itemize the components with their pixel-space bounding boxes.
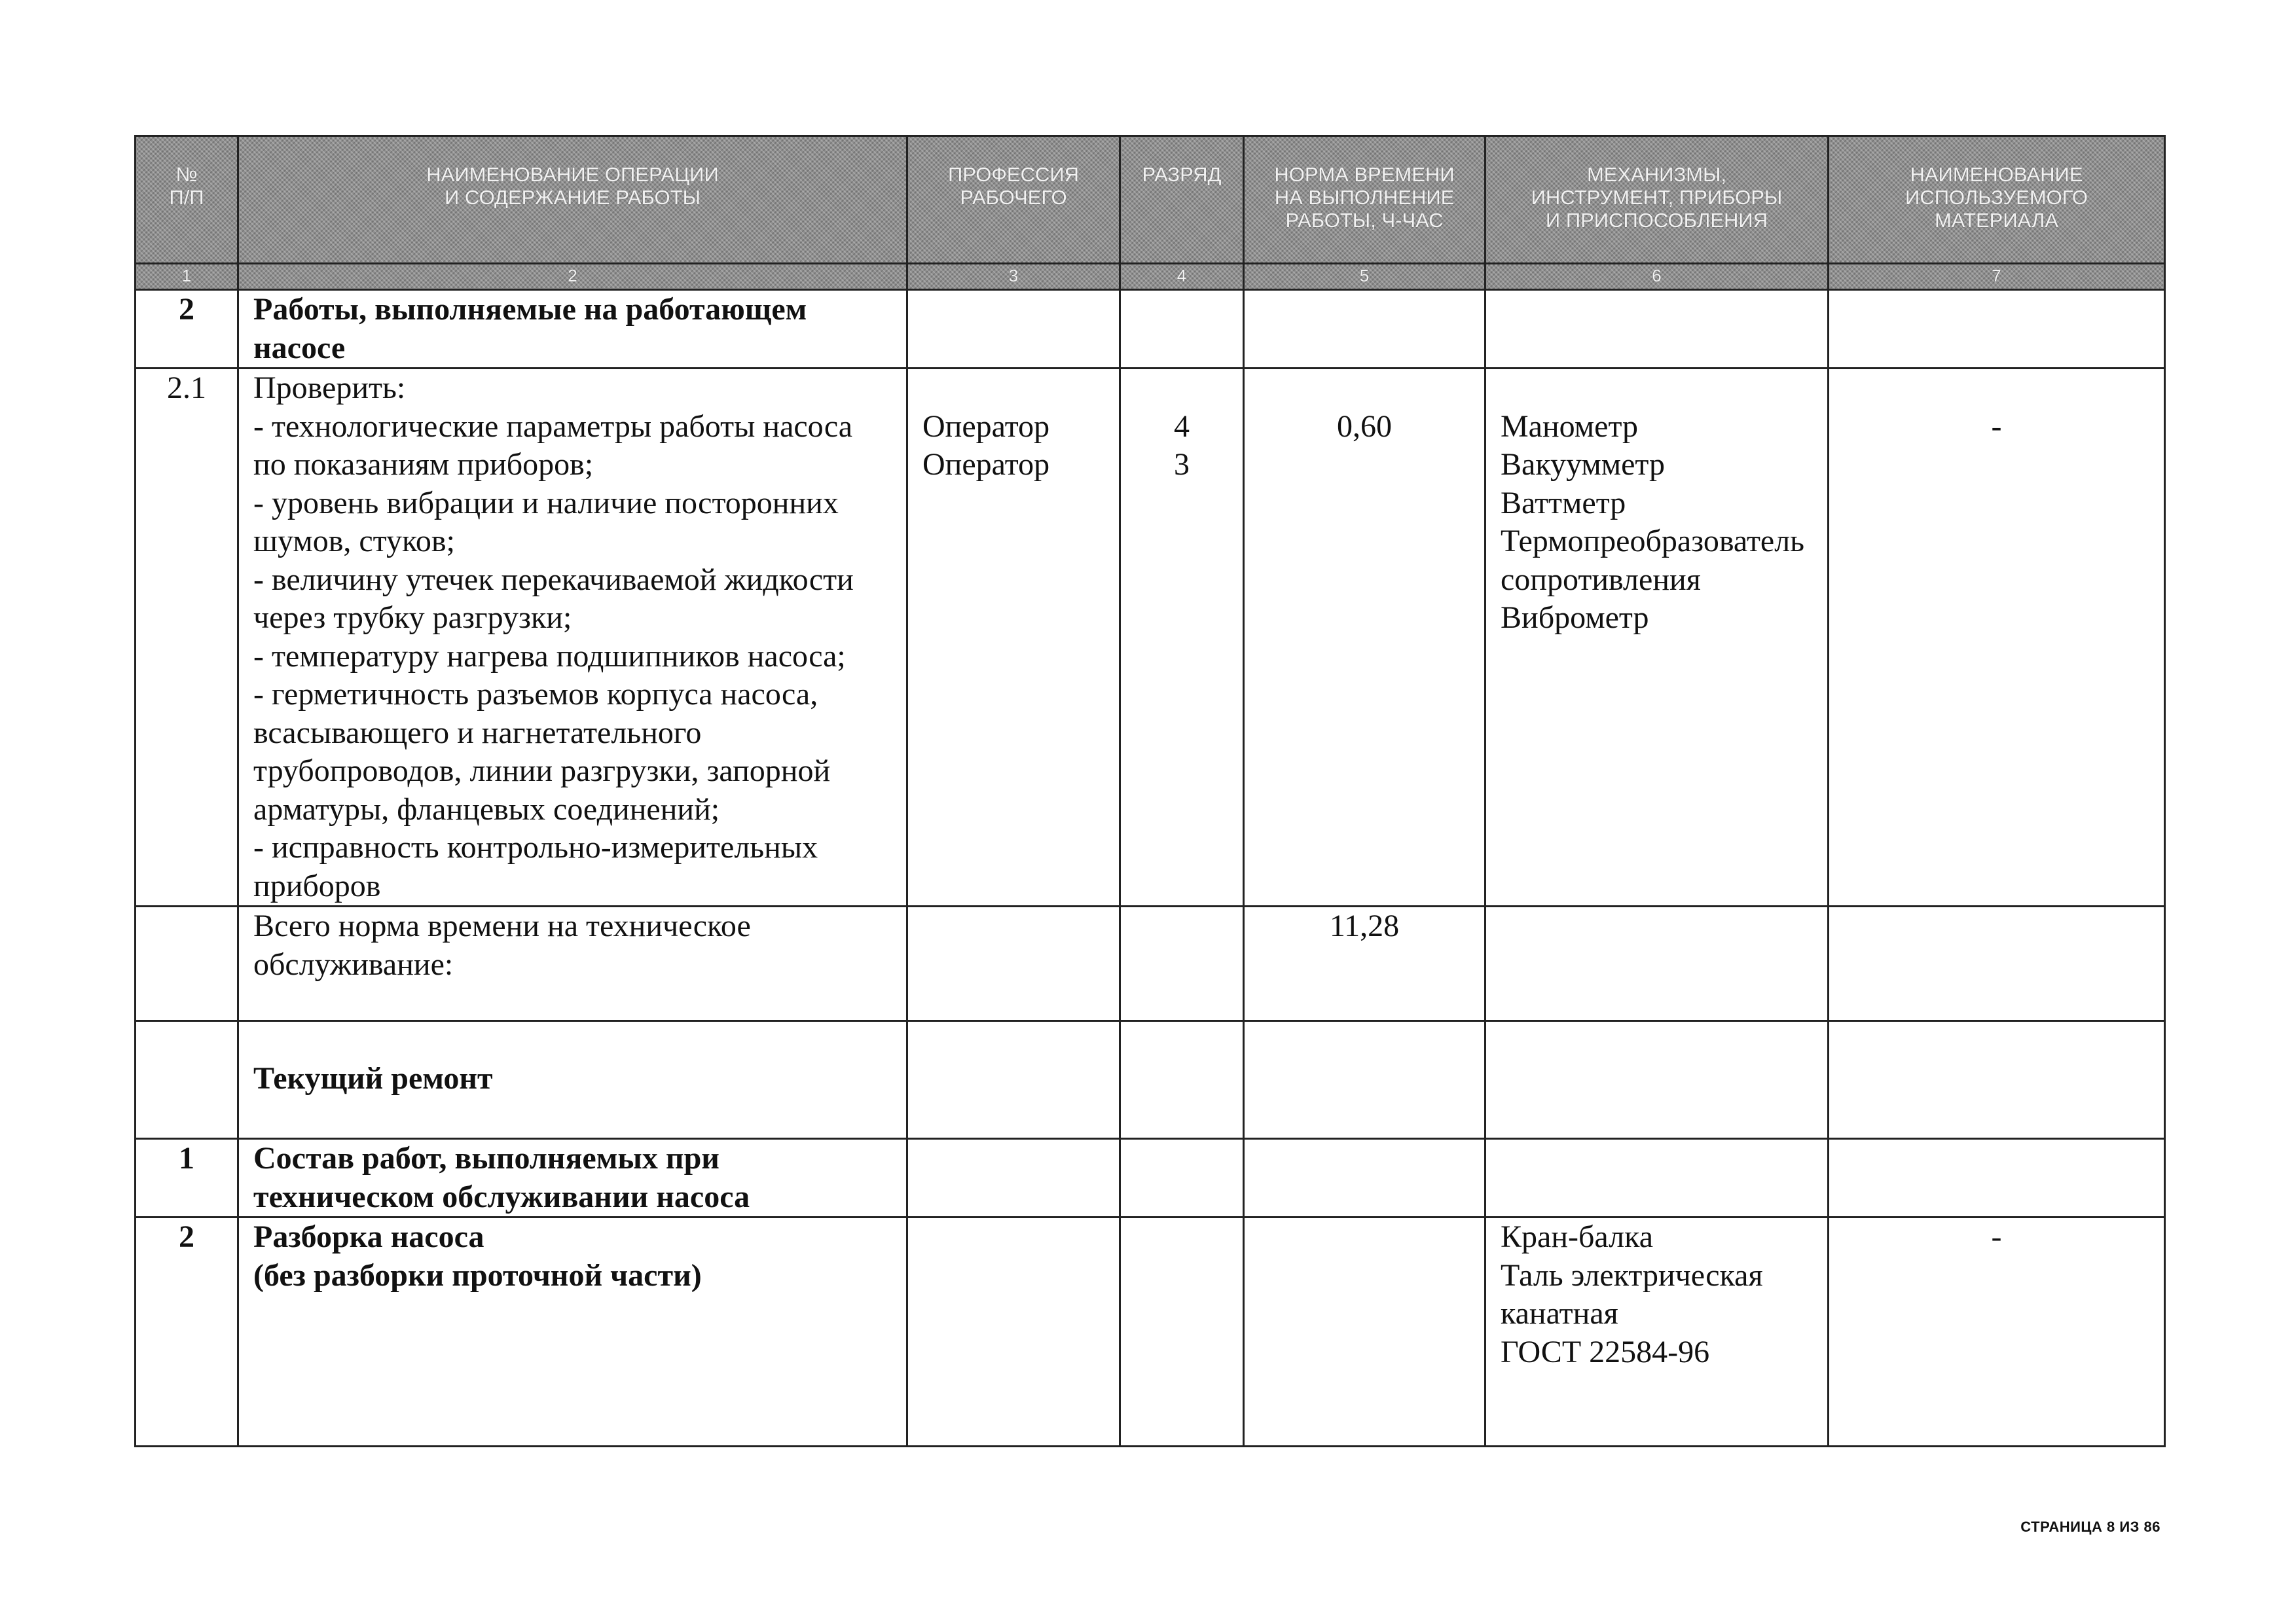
row-profession (907, 290, 1120, 369)
row-tools (1485, 290, 1829, 369)
row-material (1829, 1139, 2165, 1218)
row-time-norm (1244, 1139, 1485, 1218)
row-number: 2 (136, 290, 238, 369)
operations-table (134, 135, 2166, 1447)
header-col-profession: ПРОФЕССИЯ РАБОЧЕГО (907, 136, 1120, 264)
row-profession (907, 1139, 1120, 1218)
row-time-norm (1244, 1218, 1485, 1447)
header-col-operation: НАИМЕНОВАНИЕ ОПЕРАЦИИ И СОДЕРЖАНИЕ РАБОТЫ (238, 136, 907, 264)
row-material: - (1829, 369, 2165, 907)
row-grade (1120, 1218, 1244, 1447)
row-grade (1120, 1139, 1244, 1218)
column-number: 7 (1829, 264, 2165, 290)
row-operation: Всего норма времени на техническое обслуживание: (238, 907, 907, 1021)
row-material (1829, 1021, 2165, 1139)
row-tools (1485, 1139, 1829, 1218)
table-row (136, 1139, 2165, 1218)
header-col-material: НАИМЕНОВАНИЕ ИСПОЛЬЗУЕМОГО МАТЕРИАЛА (1829, 136, 2165, 264)
row-operation: Работы, выполняемые на работающем насосе (238, 290, 907, 369)
row-grade (1120, 907, 1244, 1021)
row-profession (907, 907, 1120, 1021)
row-number (136, 1021, 238, 1139)
table-row (136, 1021, 2165, 1139)
table-row (136, 369, 2165, 907)
row-tools: Манометр Вакуумметр Ваттметр Термопреобразователь сопротивления Виброметр (1485, 369, 1829, 907)
row-time-norm: 11,28 (1244, 907, 1485, 1021)
row-grade (1120, 1021, 1244, 1139)
header-col-time-norm: НОРМА ВРЕМЕНИ НА ВЫПОЛНЕНИЕ РАБОТЫ, Ч-ЧАС (1244, 136, 1485, 264)
row-number: 2.1 (136, 369, 238, 907)
row-operation: Текущий ремонт (238, 1021, 907, 1139)
header-col-tools: МЕХАНИЗМЫ, ИНСТРУМЕНТ, ПРИБОРЫ И ПРИСПОСОБЛЕНИЯ (1485, 136, 1829, 264)
header-col-number: № П/П (136, 136, 238, 264)
row-profession: Оператор Оператор (907, 369, 1120, 907)
column-number: 3 (907, 264, 1120, 290)
row-time-norm: 0,60 (1244, 369, 1485, 907)
row-time-norm (1244, 1021, 1485, 1139)
page-number-label: СТРАНИЦА 8 ИЗ 86 (2020, 1519, 2160, 1535)
column-number: 2 (238, 264, 907, 290)
row-time-norm (1244, 290, 1485, 369)
row-material (1829, 907, 2165, 1021)
row-profession (907, 1021, 1120, 1139)
header-col-grade: РАЗРЯД (1120, 136, 1244, 264)
column-number: 4 (1120, 264, 1244, 290)
table-row (136, 1218, 2165, 1447)
row-operation: Состав работ, выполняемых при техническом обслуживании насоса (238, 1139, 907, 1218)
row-number: 1 (136, 1139, 238, 1218)
row-grade (1120, 290, 1244, 369)
row-material (1829, 290, 2165, 369)
column-number: 5 (1244, 264, 1485, 290)
row-operation: Проверить: - технологические параметры работы насоса по показаниям приборов; - уровень вибрации и наличие посторонних шумов, стуков; - величину утечек перекачиваемой жидкости через трубку разгрузки; - температуру нагрева подшипников насоса; - герметичность разъемов корпуса насоса, всасывающего и нагнетательного трубопроводов, линии разгрузки, запорной арматуры, фланцевых соединений; - исправность контрольно-измерительных приборов (238, 369, 907, 907)
row-grade: 4 3 (1120, 369, 1244, 907)
column-number: 6 (1485, 264, 1829, 290)
row-material: - (1829, 1218, 2165, 1447)
row-tools: Кран-балка Таль электрическая канатная ГОСТ 22584-96 (1485, 1218, 1829, 1447)
row-tools (1485, 907, 1829, 1021)
row-number (136, 907, 238, 1021)
column-number-row (136, 264, 2165, 290)
header-row (136, 136, 2165, 264)
table-row (136, 907, 2165, 1021)
row-operation: Разборка насоса (без разборки проточной части) (238, 1218, 907, 1447)
table-row (136, 290, 2165, 369)
row-tools (1485, 1021, 1829, 1139)
row-number: 2 (136, 1218, 238, 1447)
column-number: 1 (136, 264, 238, 290)
row-profession (907, 1218, 1120, 1447)
